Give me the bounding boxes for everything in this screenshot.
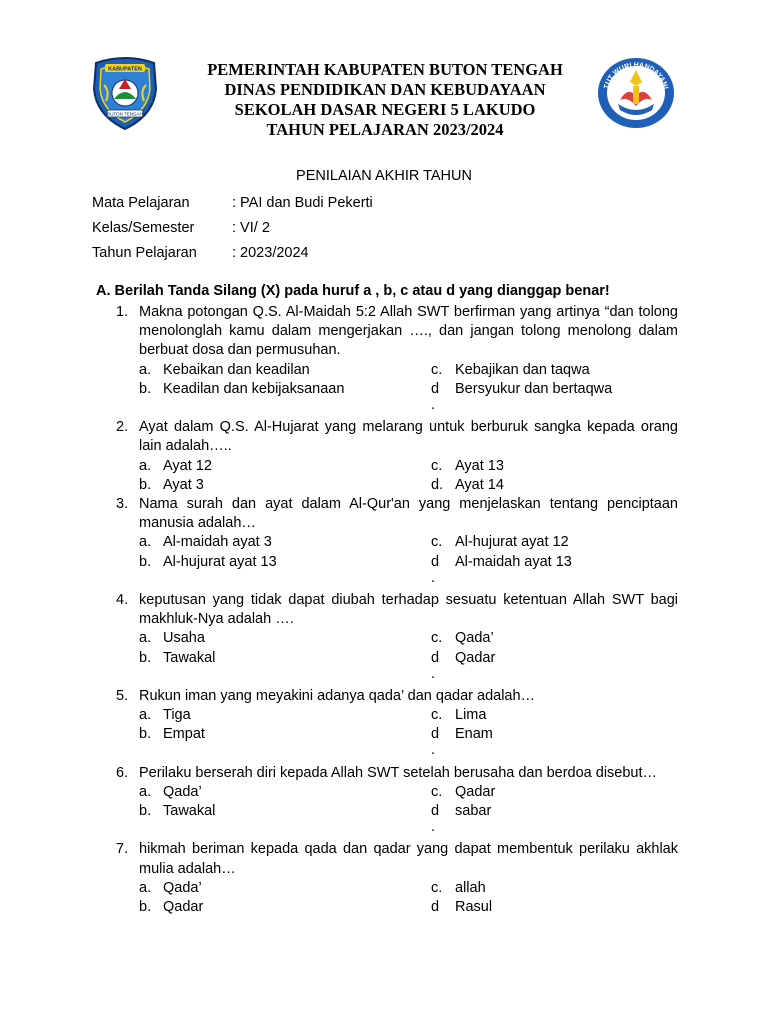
- question-number: 2.: [116, 419, 129, 436]
- question-item: [92, 687, 678, 764]
- question-options: a. Qada’ c. allah b. Qadar d Rasul: [139, 879, 493, 916]
- question-options: a. Tiga c. Lima b. Empat d Enam .: [139, 706, 678, 764]
- trailing-dot: .: [431, 742, 436, 759]
- trailing-dot: .: [431, 819, 436, 836]
- question-text: hikmah beriman kepada qada dan qadar yang dapat membentuk perilaku akhlak mulia adalah…: [139, 841, 678, 877]
- letterhead: [0, 0, 768, 150]
- trailing-dot: .: [431, 396, 436, 413]
- info-row-class: [92, 218, 592, 243]
- trailing-dot: .: [431, 569, 436, 586]
- info-label: Kelas/Semester: [92, 220, 195, 236]
- header-line-year: TAHUN PELAJARAN 2023/2024: [266, 120, 504, 139]
- header-line-government: PEMERINTAH KABUPATEN BUTON TENGAH: [207, 60, 563, 79]
- question-options: a. Usaha c. Qada’ b. Tawakal d Qadar .: [139, 629, 678, 687]
- svg-text:BUTON TENGAH: BUTON TENGAH: [107, 111, 143, 117]
- info-row-year: [92, 243, 592, 268]
- question-options: a. Kebaikan dan keadilan c. Kebajikan dan taqwa b. Keadilan dan kebijaksanaan d Bersyukur dan bertaqwa .: [139, 361, 678, 419]
- question-item: [92, 764, 678, 841]
- question-text: Makna potongan Q.S. Al-Maidah 5:2 Allah SWT berfirman yang artinya “dan tolong menolonglah kamu dalam mengerjakan …., dan jangan tolong menolong dalam berbuat dosa dan permusuhan.: [139, 304, 678, 359]
- section-a-instruction: A. Berilah Tanda Silang (X) pada huruf a , b, c atau d yang dianggap benar!: [96, 283, 610, 299]
- question-number: 3.: [116, 495, 129, 512]
- regency-crest-icon: [90, 55, 160, 131]
- svg-text:TUT WURI HANDAYANI: TUT WURI HANDAYANI: [603, 61, 669, 90]
- question-text: keputusan yang tidak dapat diubah terhadap sesuatu ketentuan Allah SWT bagi makhluk-Nya adalah ….: [139, 591, 678, 628]
- question-number: 5.: [116, 687, 129, 704]
- info-value: : PAI dan Budi Pekerti: [232, 195, 373, 211]
- header-line-department: DINAS PENDIDIKAN DAN KEBUDAYAAN: [224, 80, 546, 99]
- question-item: [92, 495, 678, 591]
- question-options: a. Al-maidah ayat 3 c. Al-hujurat ayat 12 b. Al-hujurat ayat 13 d Al-maidah ayat 13 .: [139, 533, 678, 591]
- question-text: Rukun iman yang meyakini adanya qada’ dan qadar adalah…: [139, 687, 536, 704]
- question-number: 1.: [116, 304, 129, 320]
- question-item: [92, 303, 678, 418]
- letterhead-text: [170, 60, 600, 140]
- info-row-subject: [92, 193, 592, 218]
- question-text: Ayat dalam Q.S. Al-Hujarat yang melarang untuk berburuk sangka kepada orang lain adalah…..: [139, 419, 678, 455]
- question-list: [92, 303, 678, 917]
- info-value: : VI/ 2: [232, 220, 270, 236]
- info-label: Tahun Pelajaran: [92, 245, 197, 261]
- exam-title: PENILAIAN AKHIR TAHUN: [296, 168, 472, 184]
- tut-wuri-handayani-icon: [596, 56, 676, 130]
- question-item: [92, 418, 678, 495]
- info-label: Mata Pelajaran: [92, 195, 190, 211]
- info-value: : 2023/2024: [232, 245, 309, 261]
- question-number: 6.: [116, 764, 129, 781]
- question-number: 7.: [116, 841, 129, 858]
- exam-info: [92, 193, 592, 268]
- question-item: [92, 591, 678, 687]
- question-item: [92, 840, 678, 917]
- question-text: Perilaku berserah diri kepada Allah SWT setelah berusaha dan berdoa disebut…: [139, 764, 658, 781]
- question-options: a. Ayat 12 c. Ayat 13 b. Ayat 3 d. Ayat 14: [139, 457, 504, 493]
- svg-text:KABUPATEN: KABUPATEN: [108, 66, 142, 73]
- question-options: a. Qada’ c. Qadar b. Tawakal d sabar .: [139, 783, 678, 841]
- question-text: Nama surah dan ayat dalam Al-Qur'an yang menjelaskan tentang penciptaan manusia adalah…: [139, 495, 678, 532]
- question-number: 4.: [116, 591, 129, 608]
- trailing-dot: .: [431, 665, 436, 682]
- header-line-school: SEKOLAH DASAR NEGERI 5 LAKUDO: [234, 100, 536, 119]
